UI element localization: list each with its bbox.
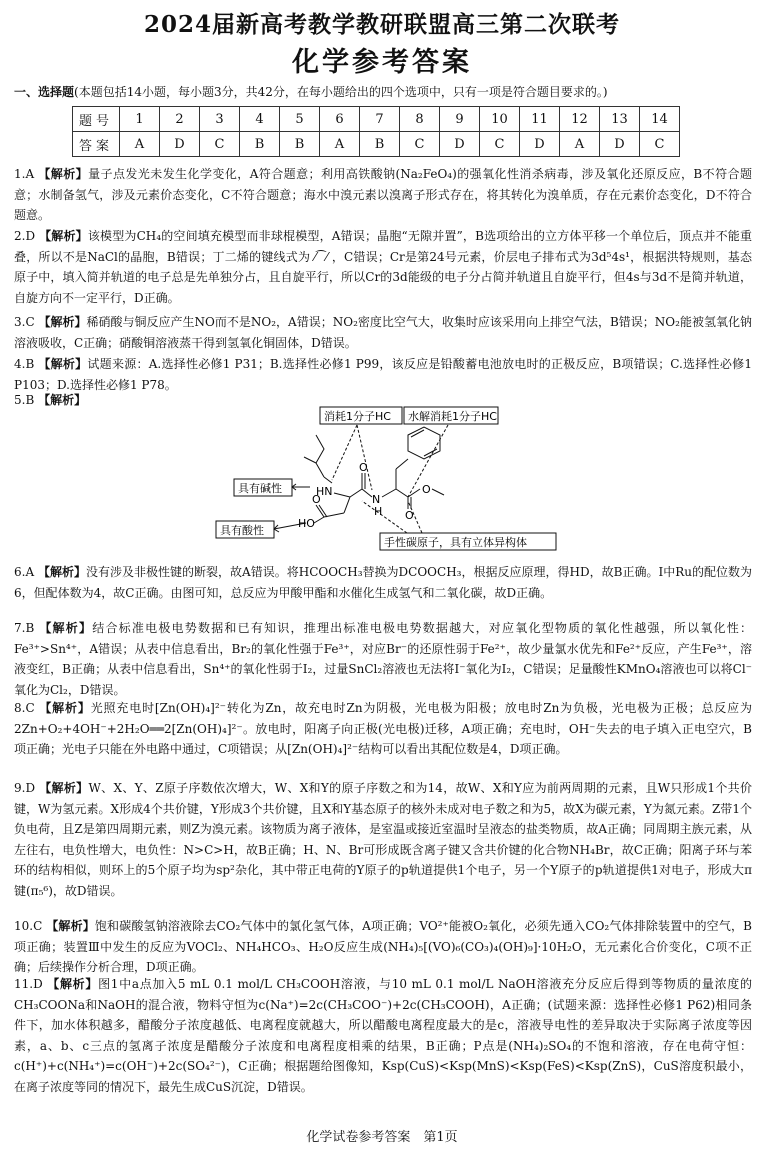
answer-cell: C	[200, 132, 240, 157]
explanation-text: 量子点发光未发生化学变化，A符合题意；利用高铁酸钠(Na₂FeO₄)的强氧化性消杀病毒，涉及氧化还原反应，B不符合题意；水制备氢气，涉及元素价态变化，C不符合题意；海水中溴元素以溴离子形式存在，将其转化为溴单质，存在元素价态变化，D不符合题意。	[14, 167, 752, 222]
question-answer: 8.C	[14, 701, 35, 715]
label-hydrolysis: 水解消耗1分子HC	[408, 410, 497, 423]
question-number: 11	[520, 107, 560, 132]
answer-cell: B	[240, 132, 280, 157]
explanation-1	[14, 164, 752, 226]
explanation-text: 没有涉及非极性键的断裂，故A错误。将HCOOCH₃替换为DCOOCH₃，根据反应原理，得HD，故B正确。Ⅰ中Ru的配位数为6，但配体数为4，故C正确。由图可知，总反应为甲酸甲酯和水催化生成氢气和二氧化碳，故D正确。	[14, 565, 752, 600]
question-answer: 4.B	[14, 357, 35, 371]
explanation-text: 光照充电时[Zn(OH)₄]²⁻转化为Zn，故充电时Zn为阴极，光电极为阳极；放电时Zn为负极，光电极为正极；总反应为2Zn+O₂+4OH⁻+2H₂O══2[Zn(OH)₄]²⁻。放电时，阳离子向正极(光电极)迁移，A项正确；充电时，OH⁻失去的电子填入正电空穴，B项正确；光电子只能在外电路中通过，C项错误；从[Zn(OH)₄]²⁻结构可以看出其配位数是4，D项正确。	[14, 701, 752, 756]
explanation-tag: 【解析】	[38, 167, 89, 181]
question-answer: 9.D	[14, 781, 36, 795]
explanation-9	[14, 778, 752, 918]
explanation-tag: 【解析】	[38, 315, 87, 329]
answer-table-number-row	[73, 107, 680, 132]
page-footer: 化学试卷参考答案 第1页	[306, 1130, 458, 1145]
explanation-tag: 【解析】	[46, 919, 95, 933]
answer-cell: A	[320, 132, 360, 157]
question-number: 1	[120, 107, 160, 132]
explanation-10	[14, 916, 752, 978]
bond	[382, 489, 396, 497]
label-consume-1: 消耗1分子HC	[324, 410, 391, 423]
atom-ho: HO	[298, 517, 315, 530]
answer-table-header: 题号	[73, 107, 120, 132]
bond	[411, 430, 424, 437]
question-number: 2	[160, 107, 200, 132]
question-number: 14	[640, 107, 680, 132]
answer-cell: A	[560, 132, 600, 157]
bond	[350, 489, 362, 497]
dashed-arrow	[362, 501, 407, 533]
exam-title: 2024届新高考教学教研联盟高三第二次联考	[143, 11, 620, 38]
answer-table-header: 答案	[73, 132, 120, 157]
question-number: 3	[200, 107, 240, 132]
explanation-text: 试题来源：A.选择性必修1 P31；B.选择性必修1 P99，该反应是铅酸蓄电池放电时的正极反应，B项错误；C.选择性必修1 P103；D.选择性必修1 P78。	[14, 357, 752, 392]
explanation-text: 图1中a点加入5 mL 0.1 mol/L CH₃COOH溶液，与10 mL 0.1 mol/L NaOH溶液充分反应后得到等物质的量浓度的CH₃COONa和NaOH的混合液，物料守恒为c(Na⁺)=2c(CH₃COO⁻)+2c(CH₃COOH)，A正确；(试题来源：选择性必修1 P62)相同条件下，加水体积越多，醋酸分子浓度越低、电离程度就越大，所以醋酸电离程度最大的是c，溶液导电性的差异取决于实际离子浓度等因素，a、b、c三点的氢离子浓度是醋酸分子浓度和电离程度相乘的结果，B正确；P点是(NH₄)₂SO₄的不饱和溶液，存在电荷守恒：c(H⁺)+c(NH₄⁺)=c(OH⁻)+2c(SO₄²⁻)，C正确；根据题给图像知，Ksp(CuS)<Ksp(MnS)<Ksp(FeS)<Ksp(ZnS)，CuS溶度积最小，在离子浓度等同的情况下，最先生成CuS沉淀，D错误。	[14, 977, 752, 1094]
question-number: 13	[600, 107, 640, 132]
section-heading	[14, 84, 754, 100]
answer-table-answer-row	[73, 132, 680, 157]
bond	[334, 493, 350, 497]
bond	[432, 489, 444, 495]
answer-key-title: 化学参考答案	[292, 47, 472, 78]
dashed-arrow	[332, 425, 357, 480]
explanation-2	[14, 226, 752, 310]
question-number: 10	[480, 107, 520, 132]
bond	[396, 489, 408, 497]
benzene-ring	[408, 427, 440, 459]
label-chiral: 手性碳原子，具有立体异构体	[384, 536, 527, 549]
atom-o: O	[359, 461, 368, 474]
answer-cell: B	[280, 132, 320, 157]
atom-hn: HN	[316, 485, 333, 498]
molecule-diagram	[212, 405, 564, 560]
explanation-tag: 【解析】	[38, 393, 87, 407]
atom-o: O	[312, 493, 321, 506]
answer-cell: B	[360, 132, 400, 157]
section-label: 一、选择题	[14, 85, 75, 99]
bond	[316, 435, 324, 477]
question-answer: 2.D	[14, 229, 36, 243]
explanation-tag: 【解析】	[39, 781, 89, 795]
explanation-tag: 【解析】	[39, 701, 91, 715]
answer-cell: D	[440, 132, 480, 157]
atom-n: N	[372, 493, 381, 506]
explanation-text: 饱和碳酸氢钠溶液除去CO₂气体中的氯化氢气体，A项正确；VO²⁺能被O₂氧化，必须先通入CO₂气体排除装置中的空气，B项正确；装置Ⅲ中发生的反应为VOCl₂、NH₄HCO₃、H₂O反应生成(NH₄)₅[(VO)₆(CO₃)₄(OH)₉]·10H₂O，无元素化合价变化，C项不正确；后续操作分析合理，D项正确。	[14, 919, 752, 974]
explanation-3	[14, 312, 752, 354]
bond	[424, 449, 437, 456]
explanation-text: 稀硝酸与铜反应产生NO而不是NO₂，A错误；NO₂密度比空气大，收集时应该采用向上排空气法，B错误；NO₂能被氢氧化钠溶液吸收，C正确；硝酸铜溶液蒸干得到氢氧化铜固体，D错误。	[14, 315, 752, 350]
label-acidic: 具有酸性	[220, 524, 264, 537]
question-number: 8	[400, 107, 440, 132]
bond	[324, 477, 332, 483]
question-answer: 6.A	[14, 565, 35, 579]
explanation-tag: 【解析】	[38, 357, 88, 371]
explanation-6	[14, 562, 752, 624]
question-answer: 10.C	[14, 919, 43, 933]
bond	[344, 497, 350, 513]
bond	[304, 457, 316, 463]
answer-cell: D	[520, 132, 560, 157]
explanation-7	[14, 618, 752, 702]
answer-cell: C	[640, 132, 680, 157]
explanation-tag: 【解析】	[37, 565, 86, 579]
question-number: 5	[280, 107, 320, 132]
bond	[396, 459, 408, 469]
question-answer: 7.B	[14, 621, 35, 635]
explanation-8	[14, 698, 752, 782]
question-number: 6	[320, 107, 360, 132]
atom-o: O	[422, 483, 431, 496]
explanation-text: 结合标准电极电势数据和已有知识，推理出标准电极电势数据越大，对应氧化型物质的氧化性越强，所以氧化性：Fe³⁺>Sn⁴⁺，A错误；从表中信息看出，Br₂的氧化性强于Fe³⁺，对应Br⁻的还原性弱于Fe²⁺，故少量氯水优先和Fe²⁺反应，产生Fe³⁺，溶液变红，B正确；从表中信息看出，Sn⁴⁺的氧化性弱于I₂，过量SnCl₂溶液也无法将I⁻氧化为I₂，C错误；足量酸性KMnO₄溶液也可以将Cl⁻氧化为Cl₂，D错误。	[14, 621, 752, 697]
atom-h: H	[374, 505, 383, 518]
explanation-text: 该模型为CH₄的空间填充模型而非球棍模型，A错误；晶胞“无隙并置”，B选项给出的立方体平移一个单位后，顶点并不能重叠，所以不是NaCl的晶胞，B错误；丁二烯的键线式为 ⁄⁀⁄ ，C错误；Cr是第24号元素，价层电子排布式为3d⁵4s¹，根据洪特规则，基态原子中，填入简并轨道的电子总是先单独分占，且自旋平行，所以Cr的3d能级的电子分占简并轨道且自旋平行，但4s与3d不是简并轨道，自旋方向不一定平行，D正确。	[14, 229, 752, 305]
explanation-text: W、X、Y、Z原子序数依次增大，W、X和Y的原子序数之和为14，故W、X和Y应为前两周期的元素，且W只形成1个共价键，W为氢元素。X形成4个共价键，Y形成3个共价键，且X和Y基态原子的核外未成对电子数之和为5，故X为碳元素，Y为氮元素。Z带1个负电荷，且Z是第四周期元素，则Z为溴元素。该物质为离子液体，是室温或接近室温时呈液态的盐类物质，故A正确；同周期主族元素，从左往右，电负性增大，电负性：N>C>H，故B正确；H、N、Br可形成既含离子键又含共价键的化合物NH₄Br，故C正确；阳离子环与苯环的结构相似，则环上的5个原子均为sp²杂化，其中带正电荷的Y原子的p轨道提供1个电子，另一个Y原子的p轨道提供1对电子，形成大π键(π₅⁶)，故D错误。	[14, 781, 752, 898]
explanation-tag: 【解析】	[47, 977, 99, 991]
question-answer: 11.D	[14, 977, 43, 991]
explanation-tag: 【解析】	[39, 229, 88, 243]
bond	[314, 517, 324, 523]
answer-cell: C	[480, 132, 520, 157]
question-answer: 1.A	[14, 167, 35, 181]
label-basic: 具有碱性	[238, 482, 282, 495]
atom-o: O	[405, 509, 414, 522]
question-number: 4	[240, 107, 280, 132]
question-number: 9	[440, 107, 480, 132]
answer-cell: D	[600, 132, 640, 157]
answer-cell: A	[120, 132, 160, 157]
question-answer: 5.B	[14, 393, 35, 407]
question-number: 12	[560, 107, 600, 132]
explanation-tag: 【解析】	[39, 621, 93, 635]
question-number: 7	[360, 107, 400, 132]
bond	[362, 489, 372, 497]
answer-table	[72, 106, 680, 157]
answer-cell: C	[400, 132, 440, 157]
explanation-11	[14, 974, 752, 1122]
question-answer: 3.C	[14, 315, 35, 329]
section-note: (本题包括14小题，每小题3分，共42分，在每小题给出的四个选项中，只有一项是符合题目要求的。)	[74, 85, 608, 99]
answer-cell: D	[160, 132, 200, 157]
